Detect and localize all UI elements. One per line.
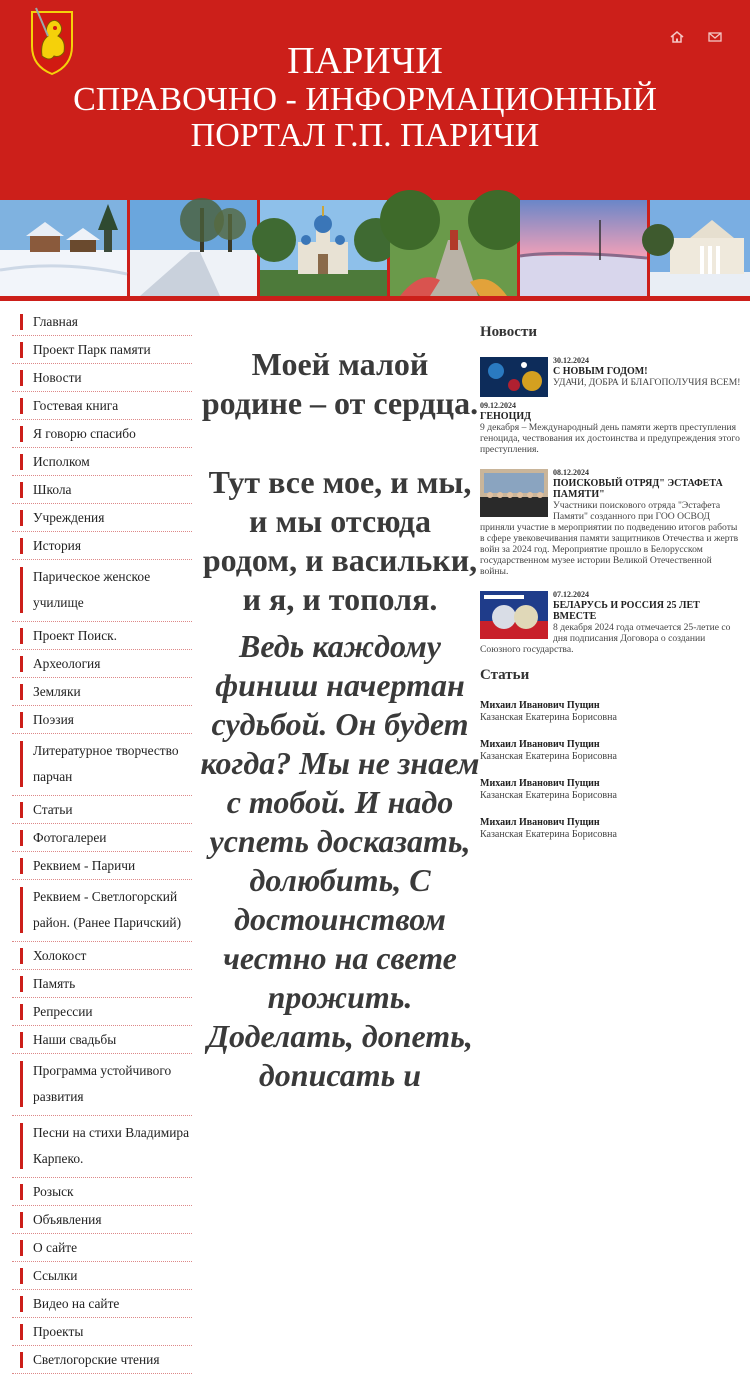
sidebar-item-marker [20,1061,23,1107]
sidebar-item-marker [20,1123,23,1169]
sidebar-item-marker [20,510,23,526]
news-title[interactable]: ПОИСКОВЫЙ ОТРЯД" ЭСТАФЕТА ПАМЯТИ" [553,478,723,500]
poem-dedication: Моей малой родине – от сердца. [201,346,479,421]
article-title[interactable]: Михаил Иванович Пущин [480,700,600,711]
sidebar-item-marker [20,976,23,992]
title-line-2: СПРАВОЧНО - ИНФОРМАЦИОННЫЙ ПОРТАЛ Г.П. ПАРИЧИ [73,81,657,154]
sidebar-item-label[interactable]: Видео на сайте [33,1295,120,1311]
sidebar-item-label[interactable]: Проект Поиск. [33,627,118,643]
photo-culture-house [650,200,750,296]
sidebar-item[interactable] [12,1290,192,1318]
sidebar-item-label[interactable]: Объявления [33,1211,102,1227]
photo-winter-road [130,200,260,296]
sidebar-item-marker [20,454,23,470]
news-text: 9 декабря – Международный день памяти жертв преступления геноцида, чествования их достоинства и предупреждения этого преступления. [480,422,740,455]
sidebar-item[interactable] [12,1026,192,1054]
sidebar-item-label[interactable]: Школа [33,481,72,497]
news-date: 09.12.2024 [480,401,516,410]
article-item[interactable] [480,739,742,763]
sidebar-item-marker [20,741,23,787]
news-thumbnail[interactable] [480,357,548,397]
sidebar-item-marker [20,567,23,613]
photo-winter-village [0,200,130,296]
sidebar-item-label[interactable]: Программа устойчивого развития [33,1063,172,1104]
news-item[interactable] [480,589,742,655]
sidebar-item[interactable] [12,1178,192,1206]
sidebar-item[interactable] [12,942,192,970]
sidebar-item-label[interactable]: Песни на стихи Владимира Карпеко. [33,1125,190,1166]
sidebar-item[interactable] [12,560,192,622]
poem-stanza: Тут все мое, и мы, и мы отсюда родом, и васильки, и я, и тополя. [202,464,478,617]
sidebar-item[interactable] [12,998,192,1026]
sidebar-item-label[interactable]: Репрессии [33,1003,93,1019]
sidebar-item-marker [20,1184,23,1200]
news-date: 08.12.2024 [553,468,589,477]
sidebar-item-marker [20,858,23,874]
photo-winter-sunset [520,200,650,296]
sidebar-item-label[interactable]: Холокост [33,947,87,963]
site-title [40,40,690,154]
sidebar-item-label[interactable]: Проекты [33,1323,84,1339]
sidebar-item-label[interactable]: Гостевая книга [33,397,119,413]
sidebar-item[interactable] [12,364,192,392]
right-column [480,324,742,856]
sidebar-item-marker [20,1268,23,1284]
sidebar-item-marker [20,628,23,644]
sidebar-item-label[interactable]: Исполком [33,453,90,469]
sidebar-item-label[interactable]: Ссылки [33,1267,78,1283]
poem-italic-stanza: Ведь каждому финиш начертан судьбой. Он будет когда? Мы не знаем с тобой. И надо успеть досказать, долюбить, С достоинством честно на свете прожить. Доделать, допеть, дописать и [200,628,480,1093]
sidebar-item-label[interactable]: Литературное творчество парчан [33,743,179,784]
sidebar-item[interactable] [12,1116,192,1178]
sidebar-item[interactable] [12,1054,192,1116]
sidebar-item-label[interactable]: О сайте [33,1239,78,1255]
sidebar-item-label[interactable]: Земляки [33,683,81,699]
article-item[interactable] [480,700,742,724]
sidebar-item[interactable] [12,308,192,336]
news-item[interactable] [480,400,742,455]
news-item[interactable] [480,467,742,577]
sidebar-item-marker [20,370,23,386]
photo-memorial-alley [390,200,520,296]
article-title[interactable]: Михаил Иванович Пущин [480,817,600,828]
sidebar-item[interactable] [12,1346,192,1374]
home-icon[interactable] [670,30,684,44]
sidebar-item-marker [20,398,23,414]
sidebar-item-marker [20,802,23,818]
sidebar-item[interactable] [12,504,192,532]
sidebar-item-marker [20,830,23,846]
news-item[interactable] [480,355,742,388]
sidebar-item-label[interactable]: Наши свадьбы [33,1031,117,1047]
sidebar-item[interactable] [12,1318,192,1346]
news-title[interactable]: БЕЛАРУСЬ И РОССИЯ 25 ЛЕТ ВМЕСТЕ [553,600,700,622]
sidebar-item[interactable] [12,678,192,706]
sidebar-item-label[interactable]: Парическое женское училище [33,569,151,610]
news-text: Участники поискового отряда "Эстафета Памяти" созданного при ГОО ОСВОД приняли участие в мероприятии по подведению итогов работы в сфере увековечивания памяти защитников Отечества и жертв войн за 2024 год. Мероприятие прошло в Белорусском государственном музее истории Великой Отечественной войны. [480,500,739,577]
sidebar-item-label[interactable]: Память [33,975,76,991]
sidebar-item[interactable] [12,622,192,650]
photo-strip [0,200,750,296]
sidebar-item-marker [20,482,23,498]
article-item[interactable] [480,778,742,802]
sidebar-item[interactable] [12,650,192,678]
header-divider [0,296,750,301]
sidebar-item[interactable] [12,336,192,364]
sidebar-item-label[interactable]: Светлогорские чтения [33,1351,160,1367]
sidebar-item-label[interactable]: Я говорю спасибо [33,425,136,441]
title-line-1: ПАРИЧИ [287,40,443,82]
sidebar-item[interactable] [12,1234,192,1262]
articles-heading: Статьи [480,667,530,683]
article-author: Казанская Екатерина Борисовна [480,712,617,723]
sidebar-item[interactable] [12,448,192,476]
sidebar-item-marker [20,1240,23,1256]
sidebar-item-marker [20,314,23,330]
sidebar-item[interactable] [12,734,192,796]
sidebar-item[interactable] [12,824,192,852]
sidebar-item-label[interactable]: Главная [33,313,78,329]
article-title[interactable]: Михаил Иванович Пущин [480,739,600,750]
sidebar-item-marker [20,538,23,554]
sidebar-item-marker [20,1032,23,1048]
site-header [0,0,750,200]
sidebar-item-label[interactable]: Археология [33,655,101,671]
sidebar-item-label[interactable]: Розыск [33,1183,74,1199]
news-text: 8 декабря 2024 года отмечается 25-летие со дня подписания Договора о создании Союзного государства. [480,622,731,655]
sidebar-item[interactable] [12,1206,192,1234]
sidebar-item[interactable] [12,970,192,998]
sidebar-item-marker [20,1352,23,1368]
sidebar-item-marker [20,1296,23,1312]
article-item[interactable] [480,817,742,841]
sidebar-item-marker [20,1212,23,1228]
news-date: 30.12.2024 [553,356,589,365]
sidebar-item-marker [20,948,23,964]
news-date: 07.12.2024 [553,590,589,599]
news-title[interactable]: ГЕНОЦИД [480,411,532,422]
sidebar-item[interactable] [12,532,192,560]
article-title[interactable]: Михаил Иванович Пущин [480,778,600,789]
sidebar-item[interactable] [12,1262,192,1290]
sidebar-item-label[interactable]: Новости [33,369,82,385]
sidebar-item[interactable] [12,706,192,734]
news-heading: Новости [480,324,537,340]
sidebar-item[interactable] [12,852,192,880]
sidebar-item-label[interactable]: История [33,537,82,553]
sidebar-item-label[interactable]: Фотогалереи [33,829,107,845]
mail-icon[interactable] [708,30,722,44]
photo-church [260,200,390,296]
sidebar-item[interactable] [12,796,192,824]
sidebar-item-marker [20,684,23,700]
news-thumbnail[interactable] [480,591,548,639]
sidebar-item[interactable] [12,392,192,420]
sidebar-item-label[interactable]: Поэзия [33,711,74,727]
article-author: Казанская Екатерина Борисовна [480,829,617,840]
header-icons [670,30,722,44]
article-author: Казанская Екатерина Борисовна [480,751,617,762]
news-thumbnail[interactable] [480,469,548,517]
sidebar-item-marker [20,1324,23,1340]
sidebar-item-marker [20,712,23,728]
sidebar-item-marker [20,426,23,442]
sidebar-item-label[interactable]: Учреждения [33,509,105,525]
sidebar-item-marker [20,887,23,933]
sidebar-item-marker [20,342,23,358]
sidebar-item-label[interactable]: Статьи [33,801,73,817]
sidebar-item-marker [20,656,23,672]
sidebar-nav [12,308,192,1374]
news-text: УДАЧИ, ДОБРА И БЛАГОПОЛУЧИЯ ВСЕМ! [553,377,741,388]
sidebar-item-label[interactable]: Реквием - Паричи [33,857,136,873]
sidebar-item-label[interactable]: Реквием - Светлогорский район. (Ранее Паричский) [33,889,182,930]
article-author: Казанская Екатерина Борисовна [480,790,617,801]
poem-gap [200,423,480,463]
main-content [200,345,480,1095]
sidebar-item-label[interactable]: Проект Парк памяти [33,341,151,357]
sidebar-item[interactable] [12,476,192,504]
sidebar-item[interactable] [12,420,192,448]
sidebar-item[interactable] [12,880,192,942]
news-title[interactable]: С НОВЫМ ГОДОМ! [553,366,648,377]
sidebar-item-marker [20,1004,23,1020]
